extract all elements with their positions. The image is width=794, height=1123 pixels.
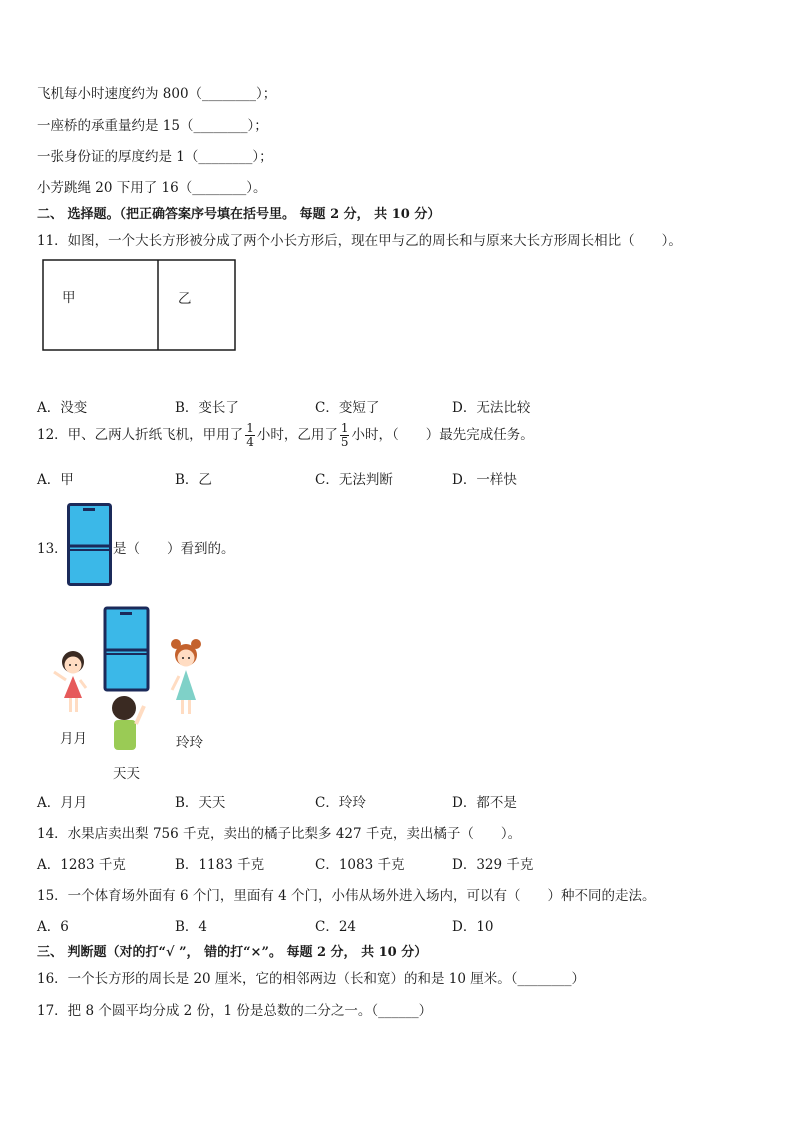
girl-yueyue-icon bbox=[54, 651, 86, 712]
boy-tiantian-icon bbox=[112, 696, 144, 750]
q12-frac2-denominator: 5 bbox=[340, 435, 349, 449]
q12-text bbox=[37, 422, 534, 449]
q12-option-a[interactable]: A．甲 bbox=[37, 472, 74, 488]
q11-option-a[interactable]: A．没变 bbox=[37, 400, 88, 416]
q11-label-yi: 乙 bbox=[178, 291, 192, 307]
q12-frac1-numerator: 1 bbox=[246, 421, 254, 435]
fill-line-3: 一张身份证的厚度约是 1（________）； bbox=[37, 149, 273, 165]
q13-name-lingling: 玲玲 bbox=[176, 735, 203, 751]
q11-option-b[interactable]: B．变长了 bbox=[175, 400, 239, 416]
q14-option-c[interactable]: C．1083 千克 bbox=[315, 857, 405, 873]
fill-line-4: 小芳跳绳 20 下用了 16（________）。 bbox=[37, 180, 267, 196]
q12-option-c[interactable]: C．无法判断 bbox=[315, 472, 393, 488]
q12-part3: 小时，（ ）最先完成任务。 bbox=[351, 427, 534, 443]
q11-label-jia: 甲 bbox=[62, 290, 76, 306]
fill-line-2: 一座桥的承重量约是 15（________）； bbox=[37, 118, 268, 134]
q15-option-c[interactable]: C．24 bbox=[315, 919, 357, 935]
q15-option-b[interactable]: B．4 bbox=[175, 919, 208, 935]
q15-text: 15．一个体育场外面有 6 个门，里面有 4 个门，小伟从场外进入场内，可以有（ ）种不同的走法。 bbox=[37, 888, 656, 904]
q12-fraction-1 bbox=[245, 422, 255, 449]
q12-option-d[interactable]: D．一样快 bbox=[452, 472, 517, 488]
q12-frac1-denominator: 4 bbox=[246, 435, 254, 449]
q13-option-b[interactable]: B．天天 bbox=[175, 795, 226, 811]
q15-option-d[interactable]: D．10 bbox=[452, 919, 494, 935]
q11-option-d[interactable]: D．无法比较 bbox=[452, 400, 531, 416]
q13-option-a[interactable]: A．月月 bbox=[37, 795, 88, 811]
q13-fridge-front-icon bbox=[67, 503, 113, 587]
q13-option-c[interactable]: C．玲玲 bbox=[315, 795, 366, 811]
q16-text: 16．一个长方形的周长是 20 厘米，它的相邻两边（长和宽）的和是 10 厘米。（________） bbox=[37, 971, 585, 987]
q11-text: 11．如图，一个大长方形被分成了两个小长方形后，现在甲与乙的周长和与原来大长方形周长相比（ ）。 bbox=[37, 233, 682, 249]
q13-option-d[interactable]: D．都不是 bbox=[452, 795, 517, 811]
q15-option-a[interactable]: A．6 bbox=[37, 919, 69, 935]
q12-fraction-2 bbox=[340, 422, 350, 449]
q13-name-yueyue: 月月 bbox=[60, 731, 87, 747]
q17-text: 17．把 8 个圆平均分成 2 份，1 份是总数的二分之一。（______） bbox=[37, 1003, 433, 1019]
q14-option-d[interactable]: D．329 千克 bbox=[452, 857, 534, 873]
q13-suffix: 是（ ）看到的。 bbox=[113, 541, 235, 557]
fridge-icon bbox=[105, 608, 148, 690]
q12-part1: 12．甲、乙两人折纸飞机，甲用了 bbox=[37, 427, 244, 443]
q14-option-a[interactable]: A．1283 千克 bbox=[37, 857, 126, 873]
section-3-heading: 三、 判断题（对的打“√ ”， 错的打“×”。 每题 2 分， 共 10 分） bbox=[37, 945, 428, 960]
q13-name-tiantian: 天天 bbox=[113, 766, 140, 782]
fill-line-1: 飞机每小时速度约为 800（________）； bbox=[37, 86, 277, 102]
q12-option-b[interactable]: B．乙 bbox=[175, 472, 212, 488]
q11-rectangle-figure bbox=[42, 259, 238, 353]
q12-part2: 小时，乙用了 bbox=[256, 427, 338, 443]
q13-prefix: 13． bbox=[37, 541, 68, 557]
q12-frac2-numerator: 1 bbox=[340, 421, 349, 435]
q11-option-c[interactable]: C．变短了 bbox=[315, 400, 380, 416]
q14-text: 14．水果店卖出梨 756 千克，卖出的橘子比梨多 427 千克，卖出橘子（ ）。 bbox=[37, 826, 522, 842]
girl-lingling-icon bbox=[171, 639, 201, 714]
q14-option-b[interactable]: B．1183 千克 bbox=[175, 857, 265, 873]
section-2-heading: 二、 选择题。（把正确答案序号填在括号里。 每题 2 分， 共 10 分） bbox=[37, 207, 441, 222]
